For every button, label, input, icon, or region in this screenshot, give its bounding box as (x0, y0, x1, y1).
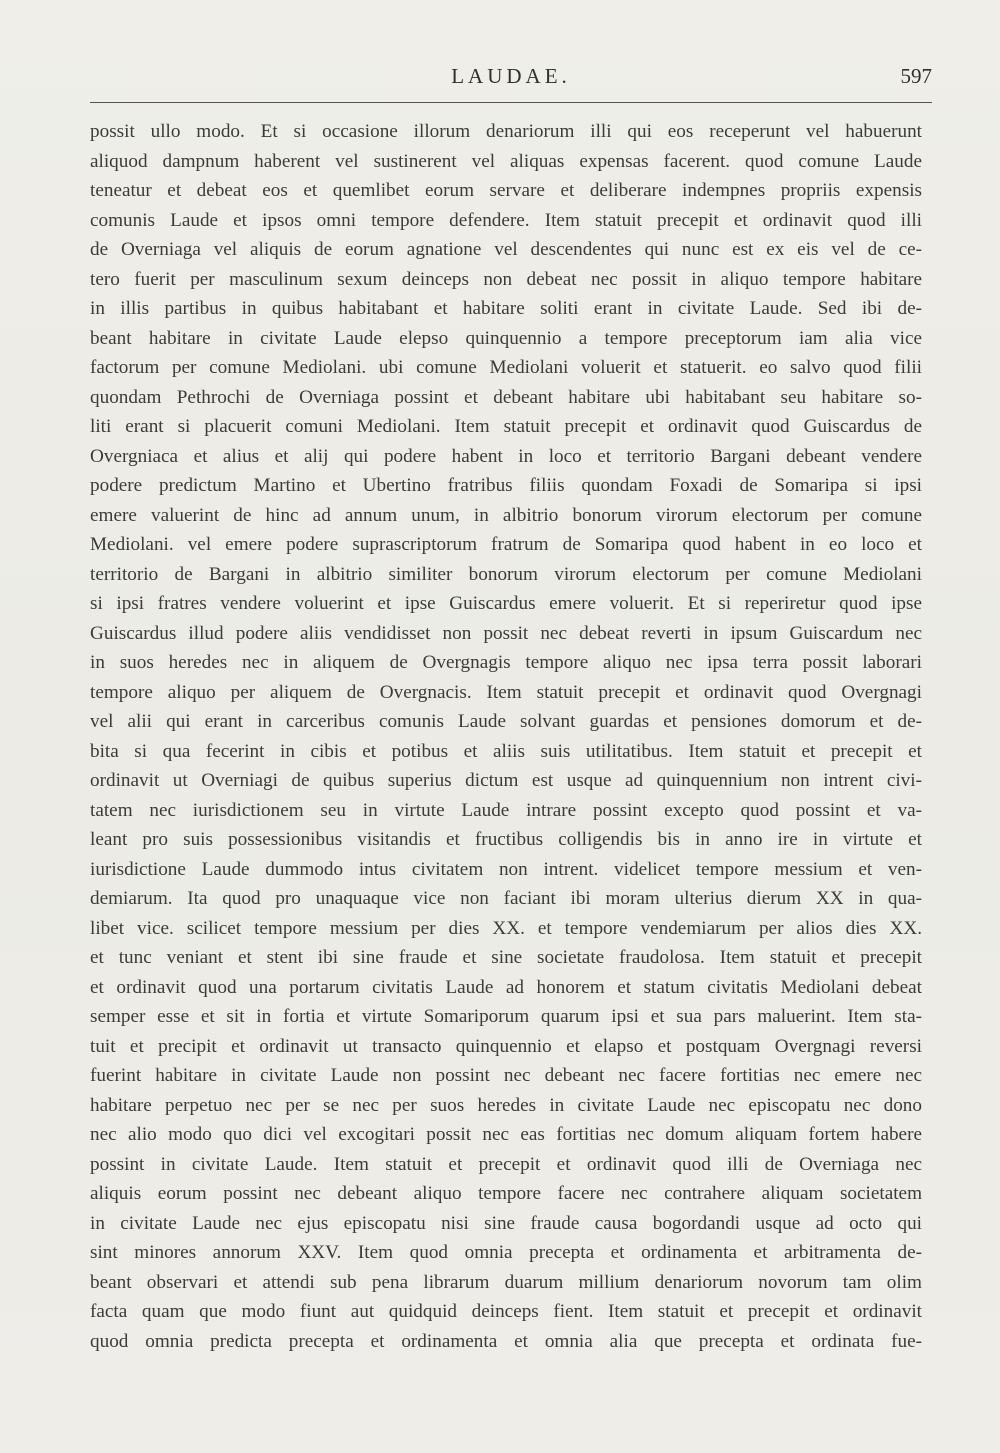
text-line: habitare perpetuo nec per se nec per suos heredes in civitate Laude nec episcopatu nec dono (90, 1094, 922, 1116)
text-line: si ipsi fratres vendere voluerint et ipse Guiscardus emere voluerit. Et si reperiretur quod ipse (90, 593, 922, 614)
text-line: podere predictum Martino et Ubertino fratribus filiis quondam Foxadi de Somaripa si ipsi (90, 475, 922, 496)
text-line: comunis Laude et ipsos omni tempore defendere. Item statuit precepit et ordinavit quod illi (90, 209, 922, 231)
text-line: in illis partibus in quibus habitabant et habitare soliti erant in civitate Laude. Sed ibi de- (90, 298, 922, 319)
text-line: aliquis eorum possint nec debeant aliquo tempore facere nec contrahere aliquam societatem (90, 1183, 922, 1204)
text-line: beant observari et attendi sub pena librarum duarum millium denariorum novorum tam olim (90, 1271, 922, 1293)
text-line: possint in civitate Laude. Item statuit et precepit et ordinavit quod illi de Overniaga nec (90, 1153, 922, 1175)
header-rule (90, 102, 932, 103)
text-line: fuerint habitare in civitate Laude non possint nec debeant nec facere fortitias nec emere nec (90, 1065, 922, 1086)
text-line: ordinavit ut Overniagi de quibus superius dictum est usque ad quinquennium non intrent civi- (90, 770, 922, 791)
text-line: tatem nec iurisdictionem seu in virtute Laude intrare possint excepto quod possint et va- (90, 799, 922, 821)
text-line: facta quam que modo fiunt aut quidquid deinceps fient. Item statuit et precepit et ordinavit (90, 1301, 922, 1322)
text-line: tuit et precipit et ordinavit ut transacto quinquennio et elapso et postquam Overgnagi reversi (90, 1035, 922, 1057)
text-line: leant pro suis possessionibus visitandis et fructibus colligendis bis in anno ire in virtute et (90, 829, 922, 850)
text-line: semper esse et sit in fortia et virtute Somariporum quarum ipsi et sua pars maluerint. Item sta- (90, 1006, 922, 1027)
text-line: beant habitare in civitate Laude elepso quinquennio a tempore preceptorum iam alia vice (90, 327, 922, 349)
page-number: 597 (900, 64, 932, 88)
text-line: de Overniaga vel aliquis de eorum agnatione vel descendentes qui nunc est ex eis vel de ce- (90, 239, 922, 260)
text-line: tempore aliquo per aliquem de Overgnacis. Item statuit precepit et ordinavit quod Overgnagi (90, 681, 922, 703)
text-line: demiarum. Ita quod pro unaquaque vice non faciant ibi moram ulterius dierum XX in qua- (90, 888, 922, 909)
text-line: Overgniaca et alius et alij qui podere habent in loco et territorio Bargani debeant vendere (90, 445, 922, 467)
text-line: et tunc veniant et stent ibi sine fraude et sine societate fraudolosa. Item statuit et precepit (90, 947, 922, 968)
text-line: nec alio modo quo dici vel excogitari possit nec eas fortitias nec domum aliquam fortem habere (90, 1124, 922, 1145)
text-line: Guiscardus illud podere aliis vendidisset non possit nec debeat reverti in ipsum Guiscardum nec (90, 622, 922, 644)
running-head (90, 64, 932, 96)
text-line: teneatur et debeat eos et quemlibet eorum servare et deliberare indempnes propriis expensis (90, 180, 922, 201)
text-line: iurisdictione Laude dummodo intus civitatem non intrent. videlicet tempore messium et ven- (90, 858, 922, 880)
text-line: in civitate Laude nec ejus episcopatu nisi sine fraude causa bogordandi usque ad octo qui (90, 1212, 922, 1234)
text-line: factorum per comune Mediolani. ubi comune Mediolani voluerit et statuerit. eo salvo quod filii (90, 357, 922, 378)
text-line: quod omnia predicta precepta et ordinamenta et omnia alia que precepta et ordinata fue- (90, 1330, 922, 1352)
text-line: Mediolani. vel emere podere suprascriptorum fratrum de Somaripa quod habent in eo loco et (90, 534, 922, 555)
text-line: in suos heredes nec in aliquem de Overgnagis tempore aliquo nec ipsa terra possit laborari (90, 652, 922, 673)
running-title: LAUDAE. (451, 64, 571, 88)
text-line: tero fuerit per masculinum sexum deinceps non debeat nec possit in aliquo tempore habitare (90, 268, 922, 290)
text-line: liti erant si placuerit comuni Mediolani. Item statuit precepit et ordinavit quod Guiscardus de (90, 416, 922, 437)
text-line: sint minores annorum XXV. Item quod omnia precepta et ordinamenta et arbitramenta de- (90, 1242, 922, 1263)
text-line: emere valuerint de hinc ad annum unum, in albitrio bonorum virorum electorum per comune (90, 504, 922, 526)
text-line: vel alii qui erant in carceribus comunis Laude solvant guardas et pensiones domorum et de- (90, 711, 922, 732)
text-line: possit ullo modo. Et si occasione illorum denariorum illi qui eos receperunt vel habuerunt (90, 121, 922, 142)
text-line: territorio de Bargani in albitrio similiter bonorum virorum electorum per comune Mediolani (90, 563, 922, 585)
text-line: et ordinavit quod una portarum civitatis Laude ad honorem et statum civitatis Mediolani debeat (90, 976, 922, 998)
text-line: bita si qua fecerint in cibis et potibus et aliis suis utilitatibus. Item statuit et precepit et (90, 740, 922, 762)
text-line: aliquod dampnum haberent vel sustinerent vel aliquas expensas facerent. quod comune Laude (90, 150, 922, 172)
text-line: quondam Pethrochi de Overniaga possint et debeant habitare ubi habitabant seu habitare so- (90, 386, 922, 408)
text-line: libet vice. scilicet tempore messium per dies XX. et tempore vendemiarum per alios dies XX. (90, 917, 922, 939)
body-text (90, 117, 922, 1356)
